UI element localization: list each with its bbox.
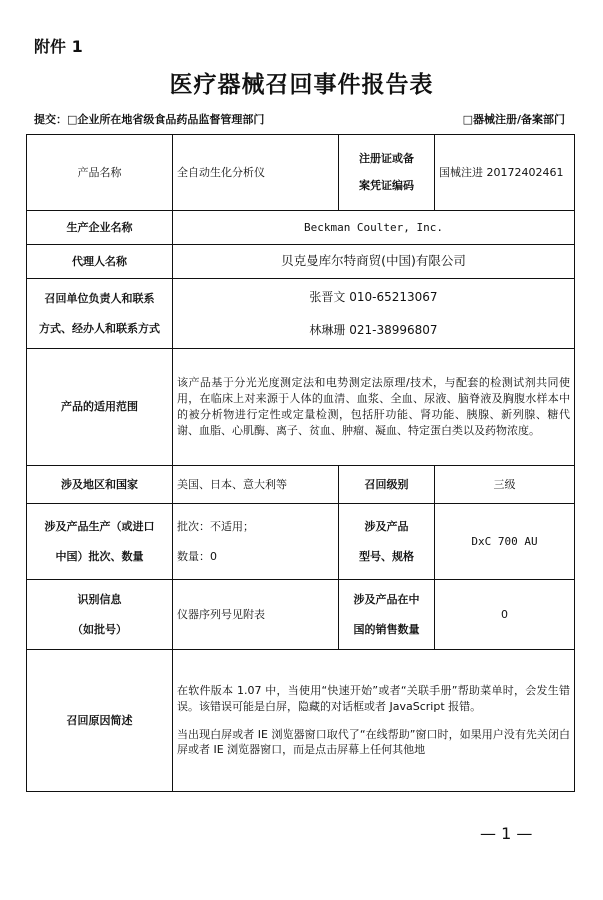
- row-ident: [27, 580, 575, 650]
- batch-value: [173, 504, 339, 580]
- region-label: 涉及地区和国家: [27, 466, 173, 504]
- manufacturer-label: 生产企业名称: [27, 211, 173, 245]
- row-reason: [27, 650, 575, 792]
- reason-paragraph-2: 当出现白屏或者 IE 浏览器窗口取代了“在线帮助”窗口时，如果用户没有先关闭白屏或者 IE 浏览器窗口，而是点击屏幕上任何其他地: [177, 727, 570, 757]
- scope-label: 产品的适用范围: [27, 349, 173, 466]
- product-name-value: 全自动生化分析仪: [173, 135, 339, 211]
- reg-cert-label-line1: 注册证或备: [359, 152, 414, 166]
- reason-label: 召回原因简述: [27, 650, 173, 792]
- sales-label: [339, 580, 435, 650]
- batch-value-line2: 数量：0: [177, 549, 217, 563]
- reg-cert-value: 国械注进 20172402461: [435, 135, 575, 211]
- contact-value: [173, 279, 575, 349]
- reg-cert-label-line2: 案凭证编码: [359, 178, 414, 192]
- contact-value-line2: 林琳珊 021-38996807: [309, 322, 438, 337]
- scope-value: 该产品基于分光光度测定法和电势测定法原理/技术，与配套的检测试剂共同使用，在临床上对来源于人体的血清、血浆、全血、尿液、脑脊液及胸腹水样本中的被分析物进行定性或定量检测，包括肝功能、肾功能、胰腺、新列腺、糖代谢、血脂、心肌酶、离子、贫血、肿瘤、凝血、特定蛋白类以及药物浓度。: [173, 349, 575, 466]
- ident-label-line2: （如批号）: [72, 622, 127, 636]
- recall-report-table: [26, 134, 575, 792]
- contact-label-line1: 召回单位负责人和联系: [44, 291, 155, 305]
- model-label: [339, 504, 435, 580]
- row-scope: [27, 349, 575, 466]
- model-label-line2: 型号、规格: [359, 549, 414, 563]
- model-label-line1: 涉及产品: [364, 519, 409, 533]
- row-agent: [27, 245, 575, 279]
- agent-label: 代理人名称: [27, 245, 173, 279]
- reason-paragraph-1: 在软件版本 1.07 中，当使用“快速开始”或者“关联手册”帮助菜单时，会发生错误。该错误可能是白屏，隐藏的对话框或者 JavaScript 报错。: [177, 683, 570, 713]
- region-value: 美国、日本、意大利等: [173, 466, 339, 504]
- ident-label: [27, 580, 173, 650]
- row-contact: [27, 279, 575, 349]
- reg-cert-label: [339, 135, 435, 211]
- registry-dept-line: □器械注册/备案部门: [462, 113, 565, 126]
- row-batch: [27, 504, 575, 580]
- row-manufacturer: [27, 211, 575, 245]
- ident-value: 仪器序列号见附表: [173, 580, 339, 650]
- submit-to-line: 提交：□企业所在地省级食品药品监督管理部门: [34, 113, 265, 126]
- product-name-label: 产品名称: [27, 135, 173, 211]
- contact-label-line2: 方式、经办人和联系方式: [39, 321, 160, 335]
- batch-value-line1: 批次：不适用；: [177, 519, 254, 533]
- page-number: — 1 —: [480, 824, 533, 843]
- sales-value: 0: [435, 580, 575, 650]
- manufacturer-value: Beckman Coulter, Inc.: [173, 211, 575, 245]
- batch-label-line2: 中国）批次、数量: [55, 549, 144, 563]
- batch-label: [27, 504, 173, 580]
- contact-value-line1: 张晋文 010-65213067: [309, 290, 438, 305]
- recall-level-label: 召回级别: [339, 466, 435, 504]
- page-title: 医疗器械召回事件报告表: [169, 72, 434, 98]
- row-region: [27, 466, 575, 504]
- sales-label-line1: 涉及产品在中: [353, 592, 420, 606]
- contact-label: [27, 279, 173, 349]
- attachment-label: 附件 1: [34, 37, 83, 56]
- agent-value: 贝克曼库尔特商贸(中国)有限公司: [173, 245, 575, 279]
- batch-label-line1: 涉及产品生产（或进口: [44, 519, 155, 533]
- ident-label-line1: 识别信息: [77, 592, 122, 606]
- model-value: DxC 700 AU: [435, 504, 575, 580]
- recall-level-value: 三级: [435, 466, 575, 504]
- row-product-name: [27, 135, 575, 211]
- reason-value: [173, 650, 575, 792]
- sales-label-line2: 国的销售数量: [353, 622, 420, 636]
